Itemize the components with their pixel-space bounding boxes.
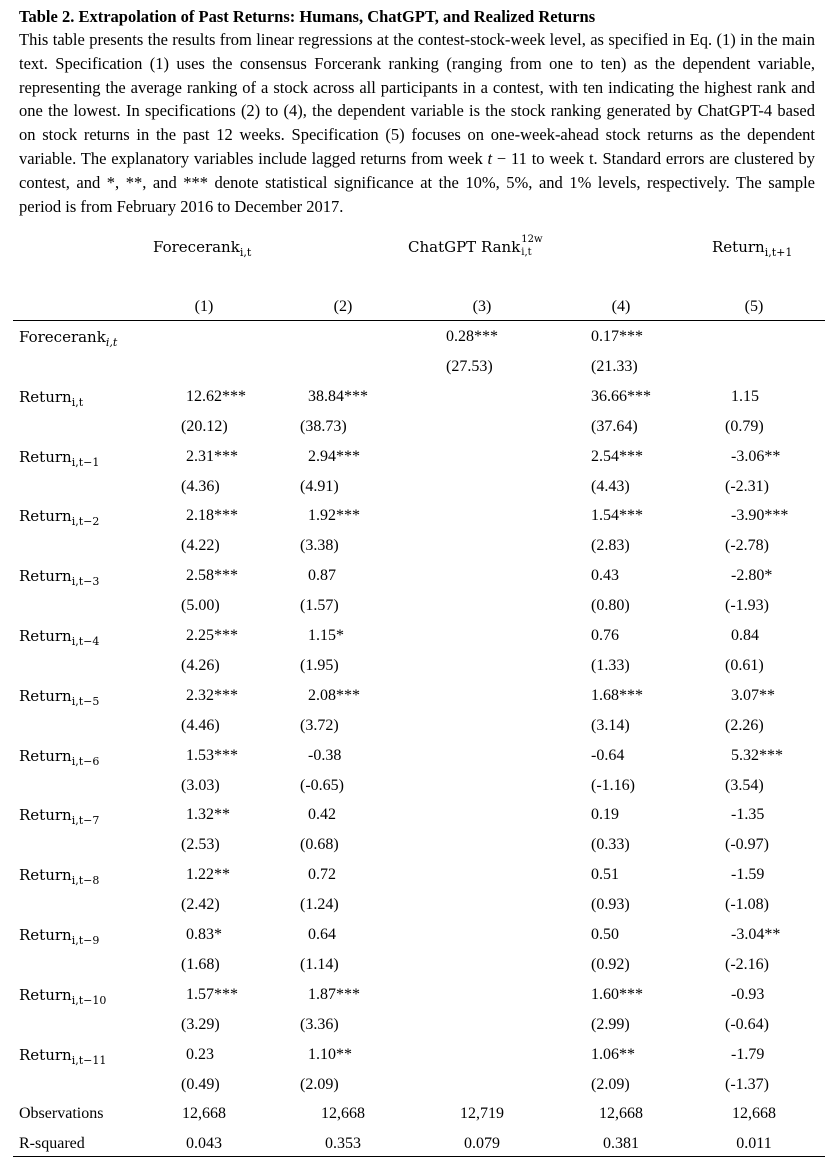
t-stat-cell: (3.03) bbox=[181, 776, 220, 794]
variable-name: Return bbox=[19, 686, 72, 705]
footer-value: 12,719 bbox=[460, 1105, 504, 1123]
t-stat-row bbox=[13, 356, 825, 378]
coefficient-cell: 1.68*** bbox=[591, 686, 643, 704]
coefficient-cell: -0.38 bbox=[308, 746, 342, 764]
variable-label bbox=[19, 386, 83, 408]
t-stat-cell: (4.46) bbox=[181, 716, 220, 734]
footer-value: 12,668 bbox=[599, 1105, 643, 1123]
coefficient-cell: 12.62*** bbox=[186, 387, 246, 405]
coefficient-cell: 2.94*** bbox=[308, 447, 360, 465]
variable-name: Return bbox=[19, 567, 72, 586]
bottom-rule bbox=[13, 1156, 825, 1157]
coefficient-cell: 36.66*** bbox=[591, 387, 651, 405]
footer-value: 0.353 bbox=[325, 1135, 361, 1153]
t-stat-row bbox=[13, 834, 825, 856]
variable-name: Return bbox=[19, 806, 72, 825]
coef-row bbox=[13, 446, 825, 468]
t-stat-row bbox=[13, 476, 825, 498]
t-stat-cell: (0.93) bbox=[591, 896, 630, 914]
coef-row bbox=[13, 745, 825, 767]
coefficient-cell: 1.06** bbox=[591, 1045, 635, 1063]
variable-subscript: i,t−3 bbox=[71, 575, 100, 589]
t-stat-cell: (1.24) bbox=[300, 896, 339, 914]
header-rule bbox=[13, 320, 825, 321]
t-stat-cell: (4.36) bbox=[181, 477, 220, 495]
coefficient-cell: 2.31*** bbox=[186, 447, 238, 465]
t-stat-cell: (1.68) bbox=[181, 956, 220, 973]
variable-name: Return bbox=[19, 926, 72, 944]
coef-row bbox=[13, 625, 825, 647]
t-stat-cell: (27.53) bbox=[446, 358, 493, 375]
variable-subscript: i,t bbox=[105, 336, 118, 349]
t-stat-cell: (3.38) bbox=[300, 537, 339, 555]
coef-row bbox=[13, 565, 825, 587]
col-number-4: (4) bbox=[611, 298, 631, 315]
t-stat-cell: (0.79) bbox=[725, 417, 764, 435]
variable-subscript: i,t−6 bbox=[71, 754, 100, 768]
variable-subscript: i,t bbox=[71, 395, 84, 409]
t-stat-cell: (21.33) bbox=[591, 358, 638, 375]
col-number-5: (5) bbox=[744, 298, 764, 315]
t-stat-cell: (1.14) bbox=[300, 956, 339, 973]
col-number-3: (3) bbox=[472, 298, 492, 315]
coefficient-cell: 2.32*** bbox=[186, 686, 238, 704]
variable-subscript: i,t−7 bbox=[71, 814, 100, 828]
variable-label bbox=[19, 326, 117, 348]
coefficient-cell: 0.43 bbox=[591, 567, 619, 585]
variable-label bbox=[19, 984, 106, 1006]
header-chatgpt-rank: ChatGPT Rank 12w i,t bbox=[408, 234, 543, 258]
variable-subscript: i,t−11 bbox=[71, 1053, 107, 1067]
table-description: This table presents the results from linear regressions at the contest-stock-week level, as specified in Eq. (1) in the main text. Specification (1) uses the consensus Forcerank ranking (ranging from one to ten) as the dependent variable, representing the average ranking of a stock across all participants in a contest, with ten indicating the highest rank and one the lowest. In specifications (2) to (4), the dependent variable is the stock ranking generated by ChatGPT-4 based on stock returns in the past 12 weeks. Specification (5) focuses on one-week-ahead stock returns as the dependent variable. The explanatory variables include lagged returns from week t − 11 to week t. Standard errors are clustered by contest, and *, **, and *** denote statistical significance at the 10%, 5%, and 1% levels, respectively. The sample period is from February 2016 to December 2017. bbox=[19, 30, 815, 216]
t-stat-cell: (3.54) bbox=[725, 776, 764, 794]
t-stat-cell: (-1.08) bbox=[725, 896, 769, 914]
t-stat-cell: (38.73) bbox=[300, 417, 347, 435]
coefficient-cell: 0.51 bbox=[591, 866, 619, 884]
variable-label bbox=[19, 565, 99, 587]
t-stat-cell: (3.14) bbox=[591, 716, 630, 734]
coefficient-cell: 38.84*** bbox=[308, 387, 368, 405]
coefficient-cell: 0.50 bbox=[591, 926, 619, 943]
variable-name: Return bbox=[19, 1045, 72, 1064]
coefficient-cell: 2.18*** bbox=[186, 507, 238, 525]
variable-name: Return bbox=[19, 985, 72, 1004]
footer-row bbox=[13, 1133, 825, 1155]
coefficient-cell: 1.10** bbox=[308, 1045, 352, 1063]
coefficient-cell: 0.42 bbox=[308, 806, 336, 824]
coefficient-cell: 1.22** bbox=[186, 866, 230, 884]
table-title: Table 2. Extrapolation of Past Returns: Humans, ChatGPT, and Realized Returns bbox=[19, 7, 596, 26]
t-stat-cell: (5.00) bbox=[181, 597, 220, 615]
footer-value: 12,668 bbox=[732, 1105, 776, 1123]
t-stat-row bbox=[13, 416, 825, 438]
variable-label bbox=[19, 864, 99, 886]
coefficient-cell: 1.15 bbox=[731, 387, 759, 405]
t-stat-cell: (3.72) bbox=[300, 716, 339, 734]
coefficient-cell: 0.72 bbox=[308, 866, 336, 884]
t-stat-cell: (-1.37) bbox=[725, 1075, 769, 1093]
coefficient-cell: 0.19 bbox=[591, 806, 619, 824]
footer-value: 0.043 bbox=[186, 1135, 222, 1153]
variable-name: Return bbox=[19, 746, 72, 765]
variable-name: Forecerank bbox=[19, 328, 106, 346]
t-stat-row bbox=[13, 894, 825, 916]
t-stat-cell: (0.49) bbox=[181, 1075, 220, 1093]
t-stat-cell: (-0.65) bbox=[300, 776, 344, 794]
coefficient-cell: -0.64 bbox=[591, 746, 625, 764]
coefficient-cell: -3.04** bbox=[731, 926, 781, 943]
t-stat-cell: (0.33) bbox=[591, 836, 630, 854]
footer-value: 0.079 bbox=[464, 1135, 500, 1153]
t-stat-cell: (2.09) bbox=[591, 1075, 630, 1093]
coef-row bbox=[13, 1044, 825, 1066]
t-stat-row bbox=[13, 655, 825, 677]
variable-subscript: i,t−10 bbox=[71, 993, 107, 1007]
coefficient-cell: 2.58*** bbox=[186, 567, 238, 585]
col-number-1: (1) bbox=[194, 298, 214, 315]
coefficient-cell: 1.53*** bbox=[186, 746, 238, 764]
coef-row bbox=[13, 984, 825, 1006]
t-stat-cell: (0.92) bbox=[591, 956, 630, 973]
coefficient-cell: 1.15* bbox=[308, 627, 344, 644]
t-stat-cell: (2.26) bbox=[725, 716, 764, 734]
table-caption bbox=[19, 6, 815, 218]
t-stat-cell: (-0.64) bbox=[725, 1015, 769, 1033]
coefficient-cell: -2.80* bbox=[731, 567, 773, 585]
variable-subscript: i,t−9 bbox=[71, 934, 100, 947]
t-stat-cell: (4.22) bbox=[181, 537, 220, 555]
footer-value: 12,668 bbox=[182, 1105, 226, 1123]
coefficient-cell: 0.76 bbox=[591, 627, 619, 644]
t-stat-row bbox=[13, 954, 825, 976]
header-row bbox=[13, 236, 825, 258]
t-stat-cell: (1.95) bbox=[300, 657, 339, 674]
coef-row bbox=[13, 864, 825, 886]
variable-name: Return bbox=[19, 866, 72, 885]
t-stat-cell: (4.43) bbox=[591, 477, 630, 495]
coefficient-cell: 5.32*** bbox=[731, 746, 783, 764]
t-stat-row bbox=[13, 1014, 825, 1036]
coef-row bbox=[13, 924, 825, 946]
t-stat-row bbox=[13, 715, 825, 737]
column-number-row bbox=[13, 296, 825, 318]
coefficient-cell: -3.06** bbox=[731, 447, 781, 465]
t-stat-row bbox=[13, 535, 825, 557]
t-stat-cell: (0.80) bbox=[591, 597, 630, 615]
variable-subscript: i,t−2 bbox=[71, 515, 100, 529]
t-stat-cell: (-2.78) bbox=[725, 537, 769, 555]
t-stat-cell: (1.57) bbox=[300, 597, 339, 615]
variable-label bbox=[19, 685, 99, 707]
variable-name: Return bbox=[19, 627, 72, 645]
coefficient-cell: 0.64 bbox=[308, 926, 336, 943]
coefficient-cell: 0.87 bbox=[308, 567, 336, 585]
coef-row bbox=[13, 326, 825, 348]
variable-label bbox=[19, 745, 99, 767]
header-forecerank: Forecerank$_{i,t}$ bbox=[153, 238, 252, 259]
coefficient-cell: 1.57*** bbox=[186, 985, 238, 1003]
coefficient-cell: 2.25*** bbox=[186, 627, 238, 644]
t-stat-cell: (0.61) bbox=[725, 657, 764, 674]
variable-label bbox=[19, 804, 99, 826]
coefficient-cell: -3.90*** bbox=[731, 507, 789, 525]
footer-value: 0.011 bbox=[736, 1135, 772, 1153]
coef-row bbox=[13, 804, 825, 826]
t-stat-row bbox=[13, 595, 825, 617]
footer-value: 12,668 bbox=[321, 1105, 365, 1123]
variable-name: Return bbox=[19, 387, 72, 406]
coefficient-cell: 0.83* bbox=[186, 926, 222, 943]
t-stat-row bbox=[13, 1074, 825, 1096]
t-stat-cell: (20.12) bbox=[181, 417, 228, 435]
t-stat-cell: (3.36) bbox=[300, 1015, 339, 1033]
t-stat-row bbox=[13, 775, 825, 797]
variable-label bbox=[19, 625, 99, 647]
t-stat-cell: (-2.16) bbox=[725, 956, 769, 973]
variable-label bbox=[19, 1044, 106, 1066]
coefficient-cell: -1.59 bbox=[731, 866, 765, 884]
coefficient-cell: 0.84 bbox=[731, 627, 759, 644]
t-stat-cell: (0.68) bbox=[300, 836, 339, 854]
footer-label: Observations bbox=[19, 1105, 104, 1123]
coef-row bbox=[13, 685, 825, 707]
t-stat-cell: (-1.16) bbox=[591, 776, 635, 794]
coefficient-cell: 3.07** bbox=[731, 686, 775, 704]
coefficient-cell: 1.87*** bbox=[308, 985, 360, 1003]
t-stat-cell: (3.29) bbox=[181, 1015, 220, 1033]
footer-row bbox=[13, 1103, 825, 1125]
coefficient-cell: -0.93 bbox=[731, 985, 765, 1003]
col-number-2: (2) bbox=[333, 298, 353, 315]
coefficient-cell: 1.60*** bbox=[591, 985, 643, 1003]
coef-row bbox=[13, 505, 825, 527]
coef-row bbox=[13, 386, 825, 408]
t-stat-cell: (2.53) bbox=[181, 836, 220, 854]
variable-name: Return bbox=[19, 447, 72, 466]
variable-label bbox=[19, 505, 99, 527]
variable-label bbox=[19, 924, 99, 946]
coefficient-cell: -1.79 bbox=[731, 1045, 765, 1063]
header-return-ahead: Return$_{i,t+1}$ bbox=[712, 238, 793, 259]
variable-label bbox=[19, 446, 99, 468]
coefficient-cell: 2.54*** bbox=[591, 447, 643, 465]
t-stat-cell: (2.42) bbox=[181, 896, 220, 914]
t-stat-cell: (-0.97) bbox=[725, 836, 769, 854]
variable-subscript: i,t−8 bbox=[71, 874, 100, 888]
variable-subscript: i,t−4 bbox=[71, 635, 100, 648]
t-stat-cell: (4.26) bbox=[181, 657, 220, 674]
coefficient-cell: 0.28*** bbox=[446, 328, 498, 345]
variable-subscript: i,t−1 bbox=[71, 455, 100, 469]
coefficient-cell: -1.35 bbox=[731, 806, 765, 824]
coefficient-cell: 0.17*** bbox=[591, 328, 643, 345]
coefficient-cell: 0.23 bbox=[186, 1045, 214, 1063]
coefficient-cell: 1.92*** bbox=[308, 507, 360, 525]
t-stat-cell: (2.99) bbox=[591, 1015, 630, 1033]
footer-value: 0.381 bbox=[603, 1135, 639, 1153]
coefficient-cell: 2.08*** bbox=[308, 686, 360, 704]
t-stat-cell: (-2.31) bbox=[725, 477, 769, 495]
t-stat-cell: (2.83) bbox=[591, 537, 630, 555]
footer-label: R-squared bbox=[19, 1135, 85, 1153]
variable-subscript: i,t−5 bbox=[71, 694, 100, 708]
t-stat-cell: (37.64) bbox=[591, 417, 638, 435]
variable-name: Return bbox=[19, 507, 72, 526]
t-stat-cell: (2.09) bbox=[300, 1075, 339, 1093]
t-stat-cell: (4.91) bbox=[300, 477, 339, 495]
coefficient-cell: 1.54*** bbox=[591, 507, 643, 525]
coefficient-cell: 1.32** bbox=[186, 806, 230, 824]
t-stat-cell: (-1.93) bbox=[725, 597, 769, 615]
t-stat-cell: (1.33) bbox=[591, 657, 630, 674]
